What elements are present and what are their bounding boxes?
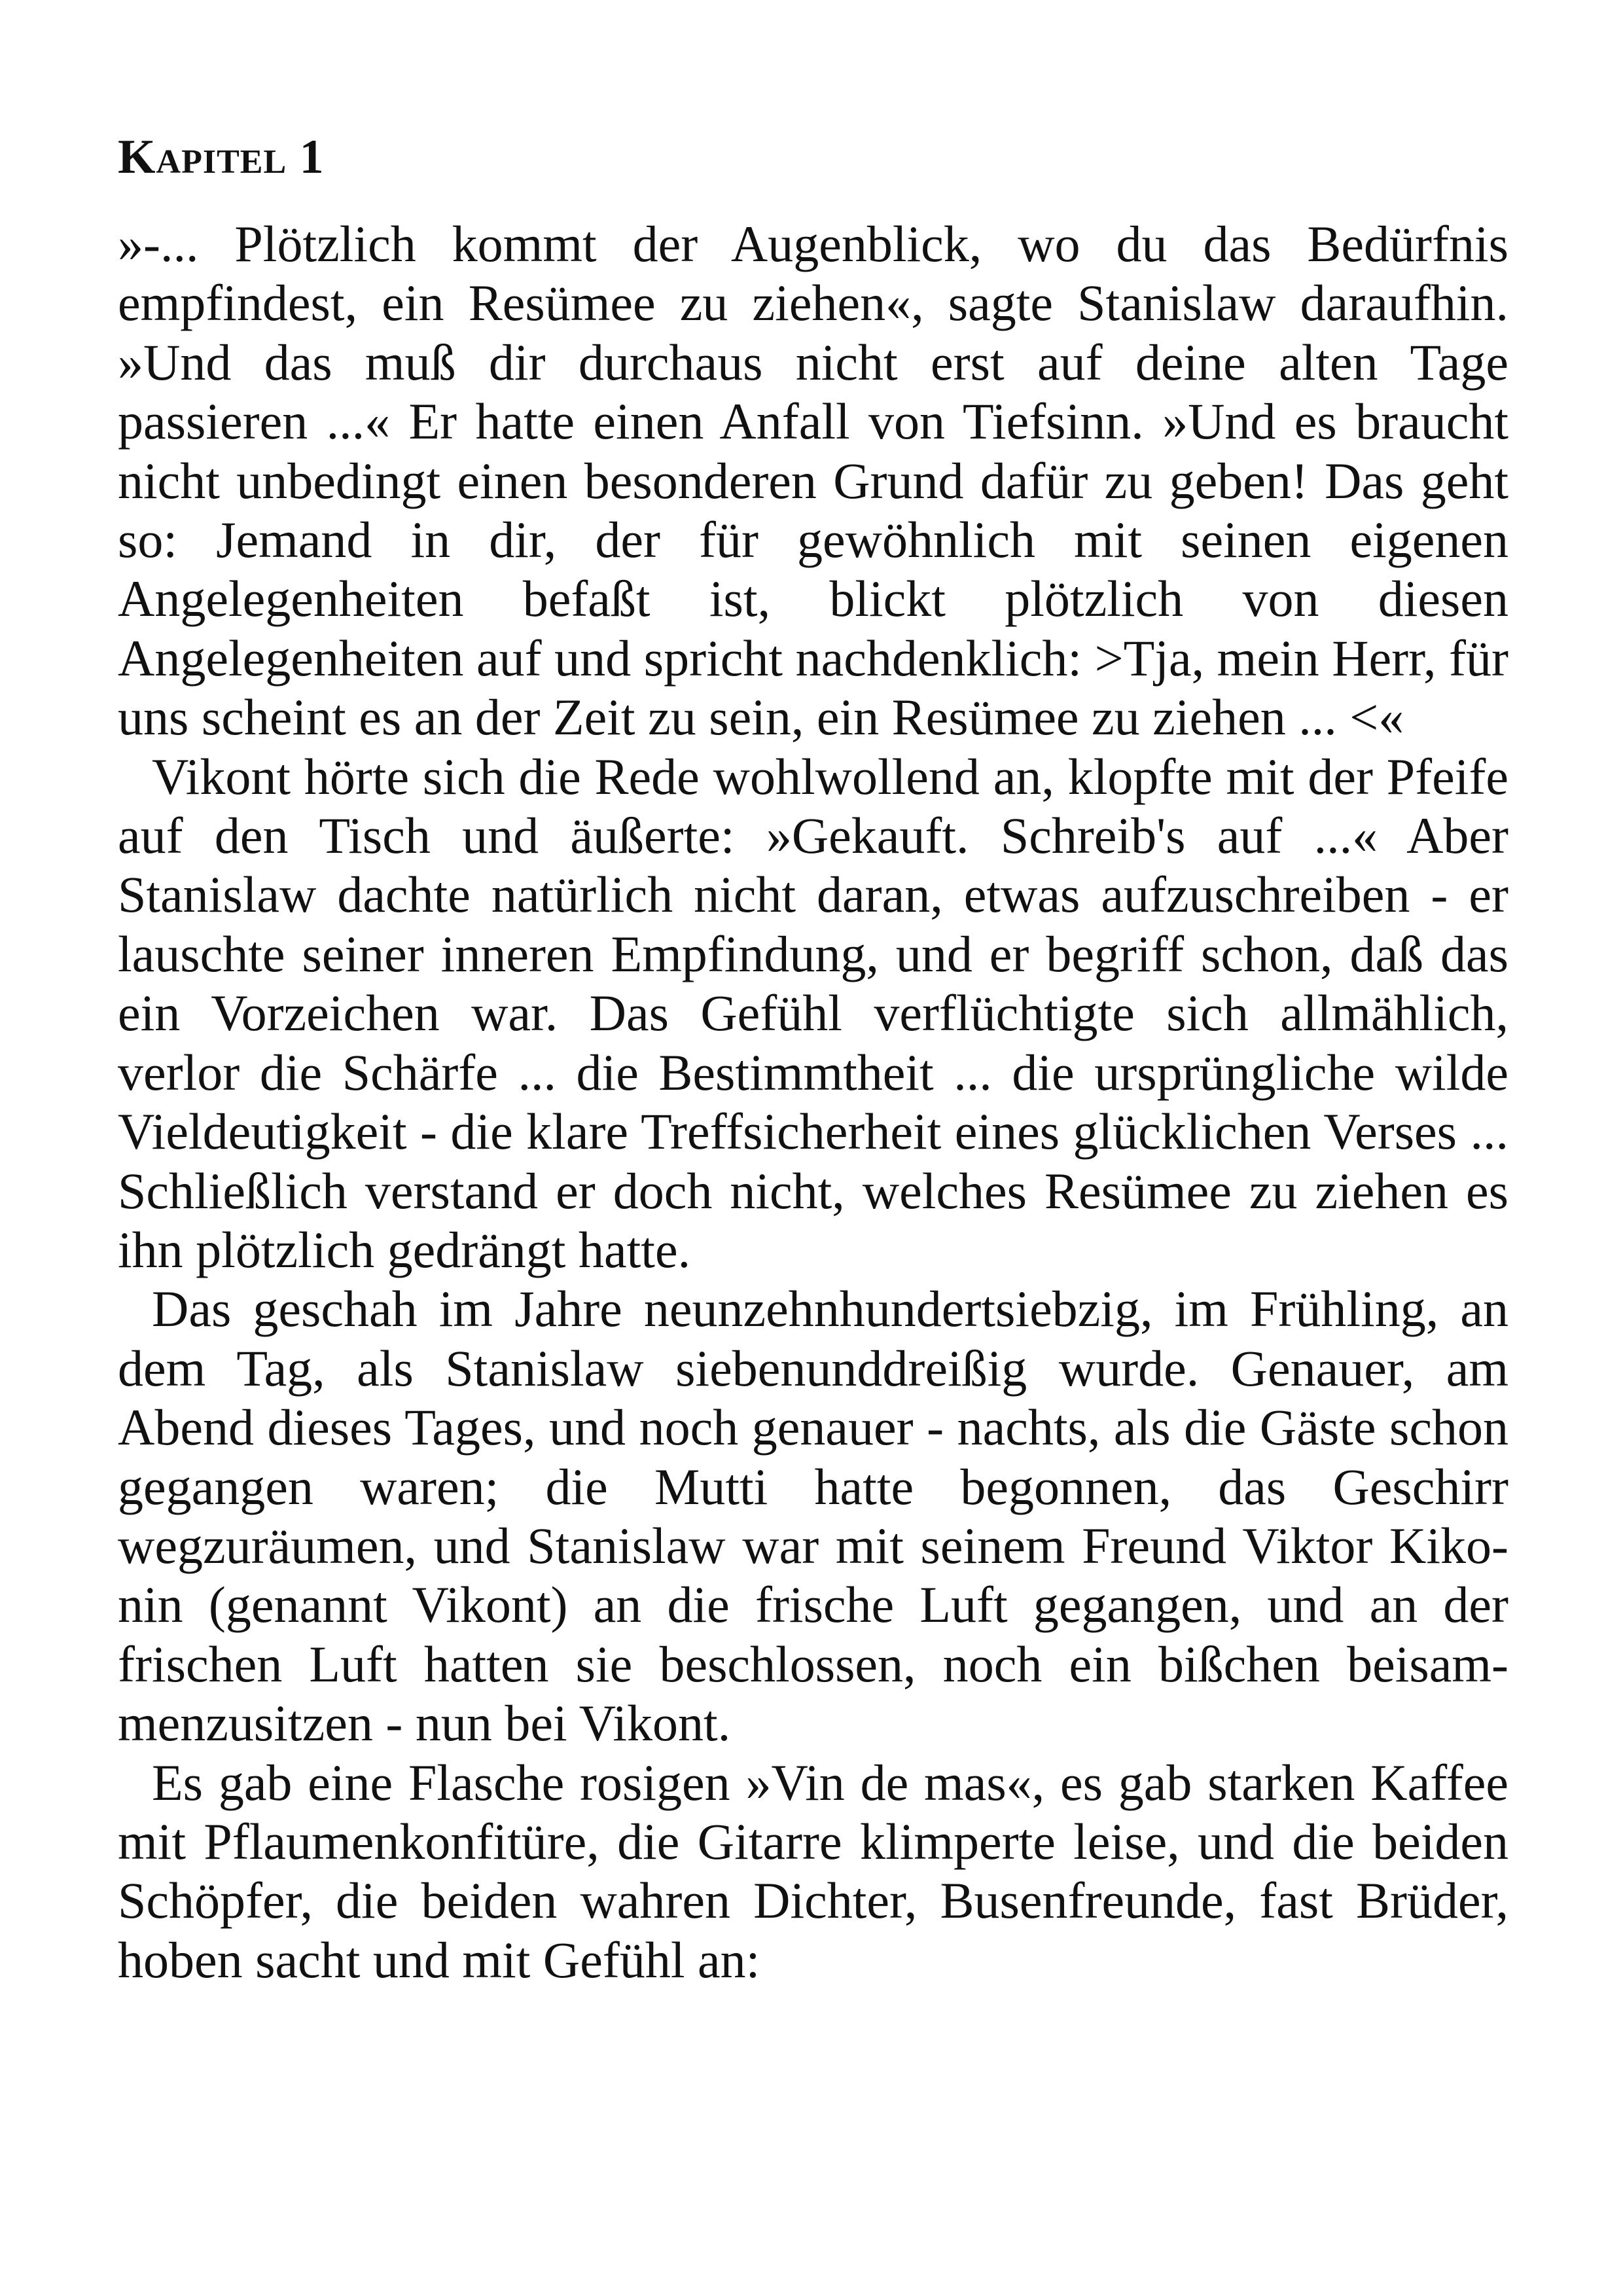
paragraph: Vikont hörte sich die Rede wohlwollend an, klopfte mit der Pfeife auf den Tisch und äußerte: »Gekauft. Schreib's auf ...« Aber Stanislaw dachte natürlich nicht daran, etwas aufzuschreiben - er lauschte seiner inneren Empfindung, und er begriff schon, daß das ein Vorzeichen war. Das Gefühl verflüchtigte sich allmählich, verlor die Schärfe ... die Bestimmtheit ... die ursprüngliche wilde Vieldeutigkeit - die klare Treffsicherheit eines glücklichen Verses ... Schließlich verstand er doch nicht, welches Resümee zu ziehen es ihn plötzlich gedrängt hatte. [118,747,1508,1278]
paragraph: »-... Plötzlich kommt der Augenblick, wo du das Bedürfnis empfindest, ein Resümee zu ziehen«, sagte Stanislaw daraufhin. »Und das muß dir durchaus nicht erst auf deine alten Tage passieren ...« Er hatte einen Anfall von Tiefsinn. »Und es braucht nicht unbedingt einen besonderen Grund dafür zu geben! Das geht so: Jemand in dir, der für gewöhnlich mit seinen eigenen Angelegenheiten befaßt ist, blickt plötzlich von diesen Angelegenheiten auf und spricht nachdenklich: >Tja, mein Herr, für uns scheint es an der Zeit zu sein, ein Resümee zu ziehen ... <« [118,215,1508,746]
book-page [118,124,1508,1990]
paragraph: Es gab eine Flasche rosigen »Vin de mas«, es gab starken Kaffee mit Pflaumenkonfitüre, die Gitarre klimperte leise, und die beiden Schöpfer, die beiden wahren Dichter, Busenfreunde, fast Brüder, hoben sacht und mit Gefühl an: [118,1753,1508,1988]
paragraph: Das geschah im Jahre neunzehnhundertsiebzig, im Frühling, an dem Tag, als Stanislaw siebenunddreißig wurde. Genauer, am Abend dieses Tages, und noch genauer - nachts, als die Gäste schon gegangen waren; die Mutti hatte begonnen, das Geschirr wegzuräumen, und Stanislaw war mit seinem Freund Viktor Kiko- nin (genannt Vikont) an die frische Luft gegangen, und an der frischen Luft hatten sie beschlossen, noch ein bißchen beisam- menzusitzen - nun bei Vikont. [118,1280,1508,1752]
chapter-heading: Kapitel 1 [118,130,325,184]
